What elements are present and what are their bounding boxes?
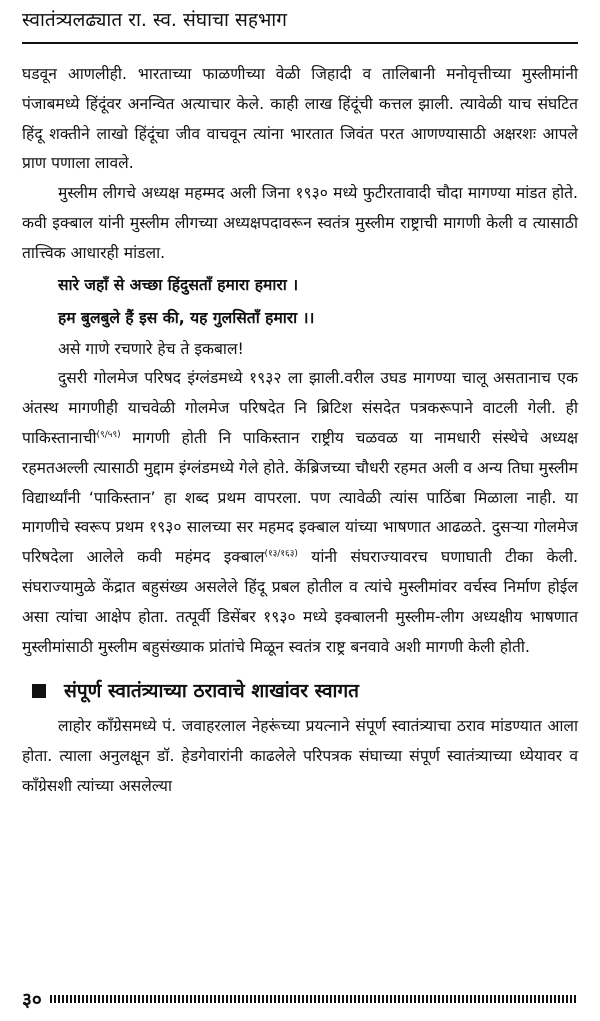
paragraph-round-table [22, 364, 578, 662]
page-number: ३० [22, 989, 42, 1011]
footnote-ref: (९/५९) [96, 429, 121, 440]
paragraph-lahore-congress: लाहोर काँग्रेसमध्ये पं. जवाहरलाल नेहरूंच्या प्रयत्नाने संपूर्ण स्वातंत्र्याचा ठराव मांडण्यात आला होता. त्याला अनुलक्षून डॉ. हेडगेवारांनी काढलेले परिपत्रक संघाच्या संपूर्ण स्वातंत्र्याच्या ध्येयावर व काँग्रेसशी त्यांच्या असलेल्या [22, 717, 578, 795]
header-rule [22, 42, 578, 44]
verse-line-2: हम बुलबुले हैं इस की, यह गुलसिताँ हमारा ।। [58, 308, 315, 327]
paragraph-text: यांनी संघराज्यावरच घणाघाती टीका केली. संघराज्यामुळे केंद्रात बहुसंख्य असलेले हिंदू प्रबल होतील व त्यांचे मुस्लीमांवर वर्चस्व निर्माण होईल असा त्यांचा आक्षेप होता. तत्पूर्वी डिसेंबर १९३० मध्ये इक्बालनी मुस्लीम-लीग अध्यक्षीय भाषणात मुस्लीमांसाठी मुस्लीम बहुसंख्याक प्रांतांचे मिळून स्वतंत्र राष्ट्र बनवावे अशी मागणी केली होती. [22, 548, 578, 656]
page-footer [22, 986, 578, 1012]
paragraph-partition: घडवून आणलीही. भारताच्या फाळणीच्या वेळी जिहादी व तालिबानी मनोवृत्तीच्या मुस्लीमांनी पंजाबमध्ये हिंदूंवर अनन्वित अत्याचार केले. काही लाख हिंदूंची कत्तल झाली. त्यावेळी याच संघटित हिंदू शक्तीने लाखो हिंदूंचा जीव वाचवून त्यांना भारतात जिवंत परत आणण्यासाठी अक्षरशः आपले प्राण पणाला लावले. [22, 65, 578, 173]
paragraph-jinnah-iqbal: मुस्लीम लीगचे अध्यक्ष महम्मद अली जिना १९३० मध्ये फुटीरतावादी चौदा मागण्या मांडत होते. कवी इक्बाल यांनी मुस्लीम लीगच्या अध्यक्षपदावरून स्वतंत्र मुस्लीम राष्ट्राची मागणी केली व त्यासाठी तात्त्विक आधारही मांडला. [22, 184, 578, 262]
section-heading-text: संपूर्ण स्वातंत्र्याच्या ठरावाचे शाखांवर स्वागत [64, 680, 360, 703]
verse-note: असे गाणे रचणारे हेच ते इकबाल! [58, 339, 244, 358]
footnote-ref: (१३/१६३) [264, 548, 298, 559]
section-heading [22, 676, 578, 706]
page-body [22, 60, 578, 802]
paragraph-text: मागणी होती नि पाकिस्तान राष्ट्रीय चळवळ या नामधारी संस्थेचे अध्यक्ष रहमतअल्ली त्यासाठी मुद्दाम इंग्लंडमध्ये गेले होते. केंब्रिजच्या चौधरी रहमत अली व अन्य तिघा मुस्लीम विद्यार्थ्यांनी ‘पाकिस्तान’ हा शब्द प्रथम वापरला. पण त्यावेळी त्यांस पाठिंबा मिळाला नाही. या मागणीचे स्वरूप प्रथम १९३० सालच्या सर महमद इक्बाल यांच्या भाषणात आढळते. दुसऱ्या गोलमेज परिषदेला आलेले कवी महंमद इक्बाल [22, 428, 578, 567]
verse-line-1: सारे जहाँ से अच्छा हिंदुसताँ हमारा हमारा । [58, 275, 299, 294]
footer-rule [50, 995, 578, 1003]
square-bullet-icon [32, 684, 46, 698]
paragraph-text: दुसरी गोलमेज परिषद इंग्लंडमध्ये १९३२ ला झाली.वरील उघड मागण्या चालू असतानाच एक अंतस्थ मागणीही याचवेळी गोलमेज परिषदेत नि ब्रिटिश संसदेत पत्रकरूपाने वाटली गेली. ही पाकिस्तानाची [22, 369, 578, 447]
running-header: स्वातंत्र्यलढ्यात रा. स्व. संघाचा सहभाग [22, 9, 287, 31]
